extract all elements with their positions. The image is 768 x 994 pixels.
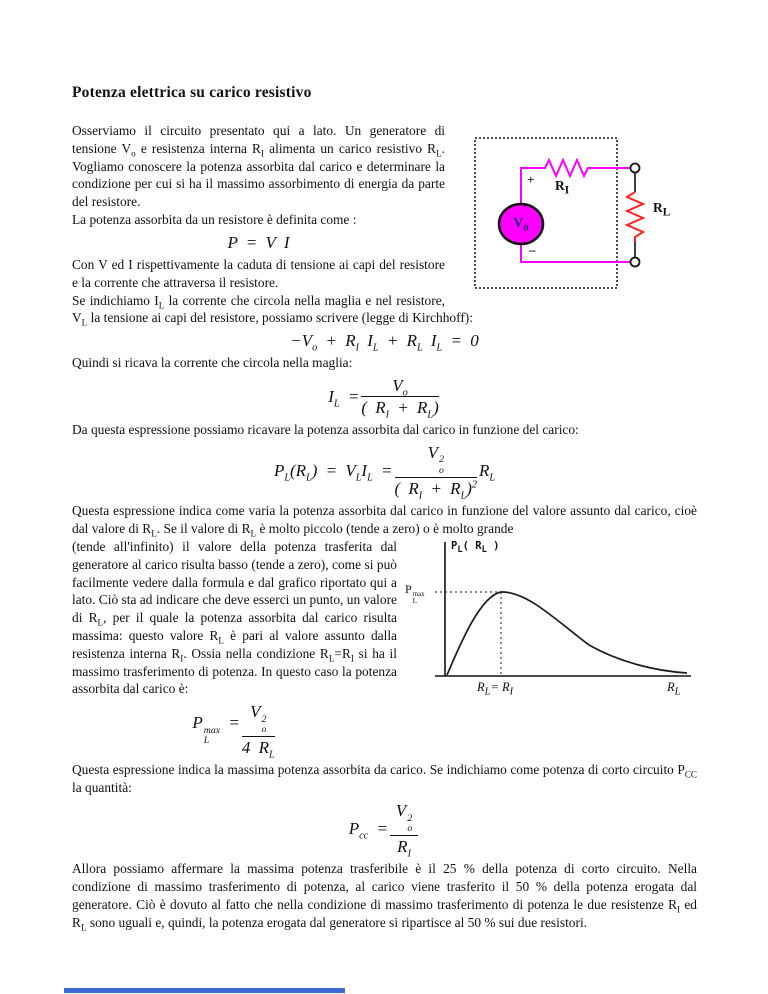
minus-sign-label: – (529, 242, 536, 257)
internal-resistor-label: $R_I$ (555, 178, 570, 197)
load-resistor-label: $R_L$ (653, 200, 671, 219)
equation-rhs: $R_L$ (479, 461, 496, 484)
document-content (72, 84, 697, 932)
paragraph-variation: Questa espressione indica come varia la potenza assorbita dal carico in funzione del valore assunto dal carico, cioè dal valore di $R_L$. Se il valore di $R_L$ è molto piccolo (tende a zero) o è molto grande (72, 503, 697, 539)
page-title: Potenza elettrica su carico resistivo (72, 84, 312, 101)
equation-kirchhoff: $-V_o + R_I$ $I_L + R_L$ $I_L = 0$ (290, 331, 479, 354)
graph-x-axis-label: $R_L$ (667, 679, 681, 698)
voltage-source-label: $V_o$ (513, 215, 529, 234)
internal-resistor-wire (521, 160, 635, 204)
equation-max-power (72, 702, 697, 761)
paragraph-current-intro: Quindi si ricava la corrente che circola nella maglia: (72, 355, 353, 371)
fraction-numerator: V 2 o (390, 801, 418, 836)
fraction-denominator: $R_I$ (397, 837, 411, 860)
terminal-top-icon (631, 164, 640, 173)
power-curve-figure (405, 540, 697, 702)
fraction-numerator: $V_o$ (361, 376, 438, 397)
paragraph-short-circuit-intro: Questa espressione indica la massima potenza assorbita da carico. Se indichiamo come potenza di corto circuito $P_{CC}$ la quantità: (72, 762, 697, 796)
generator-boundary-box (475, 138, 617, 288)
fraction (390, 801, 418, 860)
fraction (241, 702, 275, 761)
fraction-denominator: ( $R_I + R_L$) (361, 398, 439, 421)
graph-y-axis-label: $P_L$( $R_L$ ) (451, 539, 500, 555)
circuit-figure (457, 124, 697, 296)
paragraph-conclusion: Allora possiamo affermare la massima potenza trasferibile è il 25 % della potenza di corto circuito. Nella condizione di massimo trasferimento di potenza, al carico viene trasferito il 50 % della potenza erogata dal generatore. Ciò è dovuto al fatto che nella condizione di massimo trasferimento di potenza le due resistenze $R_I$ ed $R_L$ sono uguali e, quindi, la potenza erogata dal generatore si ripartisce al 50 % sui due resistori. (72, 861, 697, 933)
graph-max-power-label: P max L (405, 581, 425, 606)
power-curve-chart (405, 540, 697, 702)
paragraph-max-transfer: (tende all'infinito) il valore della potenza trasferita dal generatore al carico risulta basso (tende a zero), come si può facilmente vedere dalla formula e dal grafico riportato qui a lato. Ciò sta ad indicare che deve esserci un punto, un valore di $R_L$, per il quale la potenza assorbita dal carico risulta massima: questo valore $R_L$ è pari al valore assunto dalla resistenza interna $R_I$. Ossia nella condizione $R_L=R_I$ si ha il massimo trasferimento di potenza. In questo caso la potenza assorbita dal carico è: (72, 538, 397, 697)
equation-lhs: P max L = (192, 713, 240, 747)
fraction (394, 443, 478, 502)
plus-sign-label: + (527, 172, 535, 187)
equation-lhs: $P_L(R_L) = V_LI_L$ = (273, 461, 393, 484)
power-curve (447, 592, 687, 675)
equation-load-power (72, 443, 697, 502)
equation-lhs: $I_L$ = (328, 387, 360, 410)
paragraph-intro: Osserviamo il circuito presentato qui a lato. Un generatore di tensione $V_o$ e resistenza interna $R_I$ alimenta un carico resistivo $R_L$. Vogliamo conoscere la potenza assorbita dal carico e determinare la condizione per cui si ha il massimo assorbimento di energia da parte del resistore. (72, 123, 446, 210)
paragraph-load-power-intro: Da questa espressione possiamo ricavare la potenza assorbita dal carico in funzione del carico: (72, 422, 579, 438)
fraction-denominator: 4 $R_L$ (241, 738, 275, 761)
load-resistor-icon (627, 192, 643, 242)
graph-x-tick-label: $R_L= R_I$ (477, 679, 514, 698)
terminal-bottom-icon (631, 258, 640, 267)
fraction-numerator: V 2 o (242, 702, 275, 737)
paragraph-vi-meaning: Con V ed I rispettivamente la caduta di tensione ai capi del resistore e la corrente che attraversa il resistore. (72, 257, 445, 290)
paragraph-kirchhoff-intro: Se indichiamo $I_L$ la corrente che circola nella maglia e nel resistore, $V_L$ la tensione ai capi del resistore, possiamo scrivere (legge di Kirchhoff): (72, 292, 473, 329)
fraction (361, 376, 439, 421)
paragraph-power-definition: La potenza assorbita da un resistore è definita come : (72, 212, 357, 228)
return-wire (521, 244, 635, 262)
fraction-denominator: ( $R_I + R_L)^2$ (394, 479, 477, 502)
equation-power: P = V I (227, 232, 290, 252)
equation-lhs: $P_{cc}$ = (348, 819, 388, 842)
bottom-accent-bar (64, 988, 345, 993)
fraction-numerator: V 2 o (395, 443, 478, 478)
equation-short-circuit-power (72, 801, 697, 860)
equation-loop-current (72, 376, 697, 421)
